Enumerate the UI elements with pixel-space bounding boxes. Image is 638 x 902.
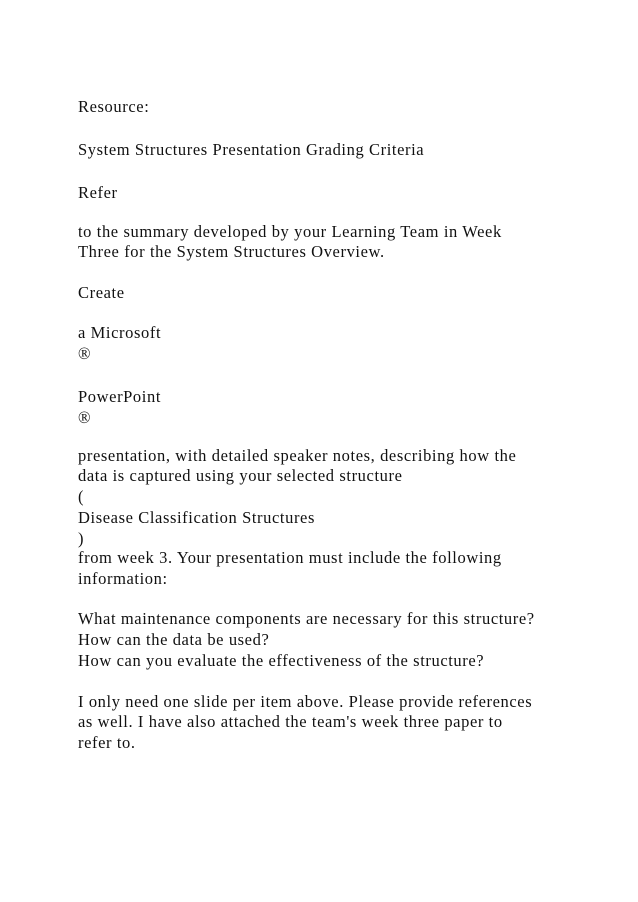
question-effectiveness: How can you evaluate the effectiveness of the structure? — [78, 651, 485, 670]
create-heading: Create — [78, 283, 125, 302]
requirements-line-2: information: — [78, 569, 168, 588]
open-paren: ( — [78, 487, 85, 506]
note-line-3: refer to. — [78, 733, 136, 752]
presentation-line-1: presentation, with detailed speaker notes, describing how the — [78, 446, 517, 465]
microsoft-text: a Microsoft — [78, 323, 162, 342]
note-line-2: as well. I have also attached the team's week three paper to — [78, 712, 503, 731]
refer-text-line-1: to the summary developed by your Learning Team in Week — [78, 222, 502, 241]
question-data-use: How can the data be used? — [78, 630, 270, 649]
refer-heading: Refer — [78, 183, 118, 202]
registered-mark-1: ® — [78, 344, 92, 363]
selected-structure: Disease Classification Structures — [78, 508, 315, 527]
refer-text-line-2: Three for the System Structures Overview. — [78, 242, 385, 261]
powerpoint-text: PowerPoint — [78, 387, 162, 406]
requirements-line-1: from week 3. Your presentation must include the following — [78, 548, 502, 567]
resource-label: Resource: — [78, 97, 150, 116]
close-paren: ) — [78, 529, 85, 548]
question-maintenance: What maintenance components are necessary for this structure? — [78, 609, 535, 628]
resource-title: System Structures Presentation Grading Criteria — [78, 140, 425, 159]
note-line-1: I only need one slide per item above. Please provide references — [78, 692, 533, 711]
presentation-line-2: data is captured using your selected structure — [78, 466, 403, 485]
registered-mark-2: ® — [78, 408, 92, 427]
